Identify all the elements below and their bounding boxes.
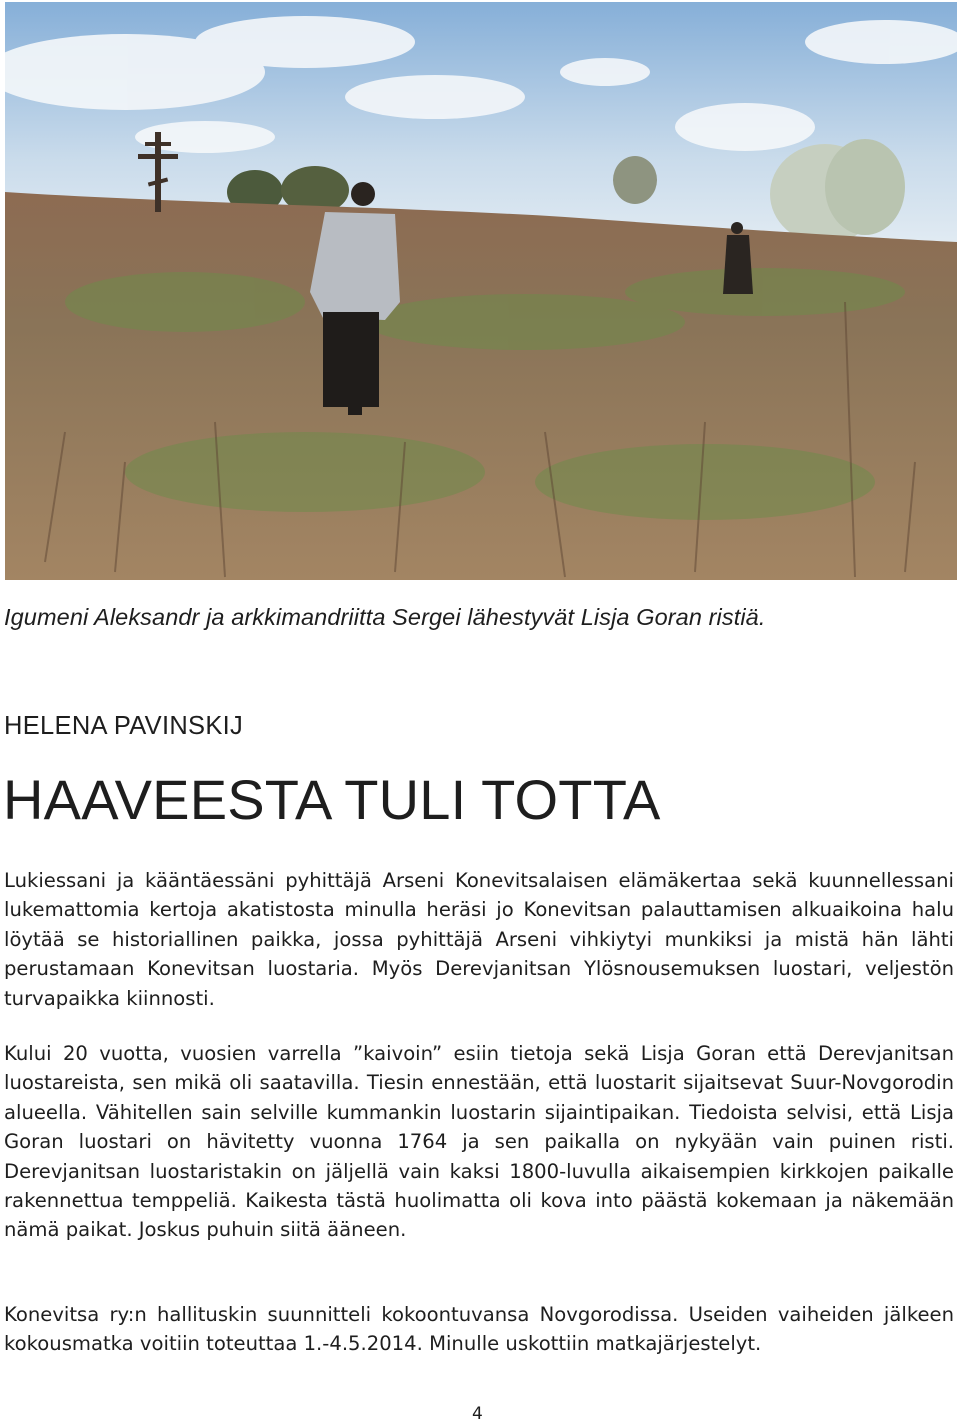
article-photo <box>5 2 957 580</box>
paragraph: Lukiessani ja kääntäessäni pyhittäjä Arseni Konevitsalaisen elämäkertaa sekä kuunnellessani lukemattomia kertoja akatistosta minulla heräsi jo Konevitsan palauttamisen alkuaikoina halu löytää se historiallinen paikka, jossa pyhittäjä Arseni vihkiytyi munkiksi ja mistä hän lähti perustamaan Konevitsan luostaria. Myös Derevjanitsan Ylösnousemuksen luostari, veljestön turvapaikka kiinnosti. <box>4 869 954 1010</box>
author-name: HELENA PAVINSKIJ <box>4 712 244 740</box>
photo-caption: Igumeni Aleksandr ja arkkimandriitta Sergei lähestyvät Lisja Goran ristiä. <box>4 604 766 630</box>
article-title: HAAVEESTA TULI TOTTA <box>3 768 661 831</box>
page-number: 4 <box>472 1404 483 1424</box>
paragraph: Konevitsa ry:n hallituskin suunnitteli kokoontuvansa Novgorodissa. Useiden vaiheiden jälkeen kokousmatka voitiin toteuttaa 1.-4.5.2014. Minulle uskottiin matkajärjestelyt. <box>4 1303 954 1356</box>
paragraph: Kului 20 vuotta, vuosien varrella ”kaivoin” esiin tietoja sekä Lisja Goran että Derevjanitsan luostareista, sen mikä oli saatavilla. Tiesin ennestään, että luostarit sijaitsevat Suur-Novgorodin alueella. Vähitellen sain selville kummankin luostarin sijaintipaikan. Tiedoista selvisi, että Lisja Goran luostari on hävitetty vuonna 1764 ja sen paikalla on nykyään vain puinen risti. Derevjanitsan luostaristakin on jäljellä vain kaksi 1800-luvulla aikaisempien kirkkojen paikalle rakennettua temppeliä. Kaikesta tästä huolimatta oli kova into päästä kokemaan ja näkemään nämä paikat. Joskus puhuin siitä ääneen. <box>4 1042 954 1242</box>
field <box>5 192 957 580</box>
